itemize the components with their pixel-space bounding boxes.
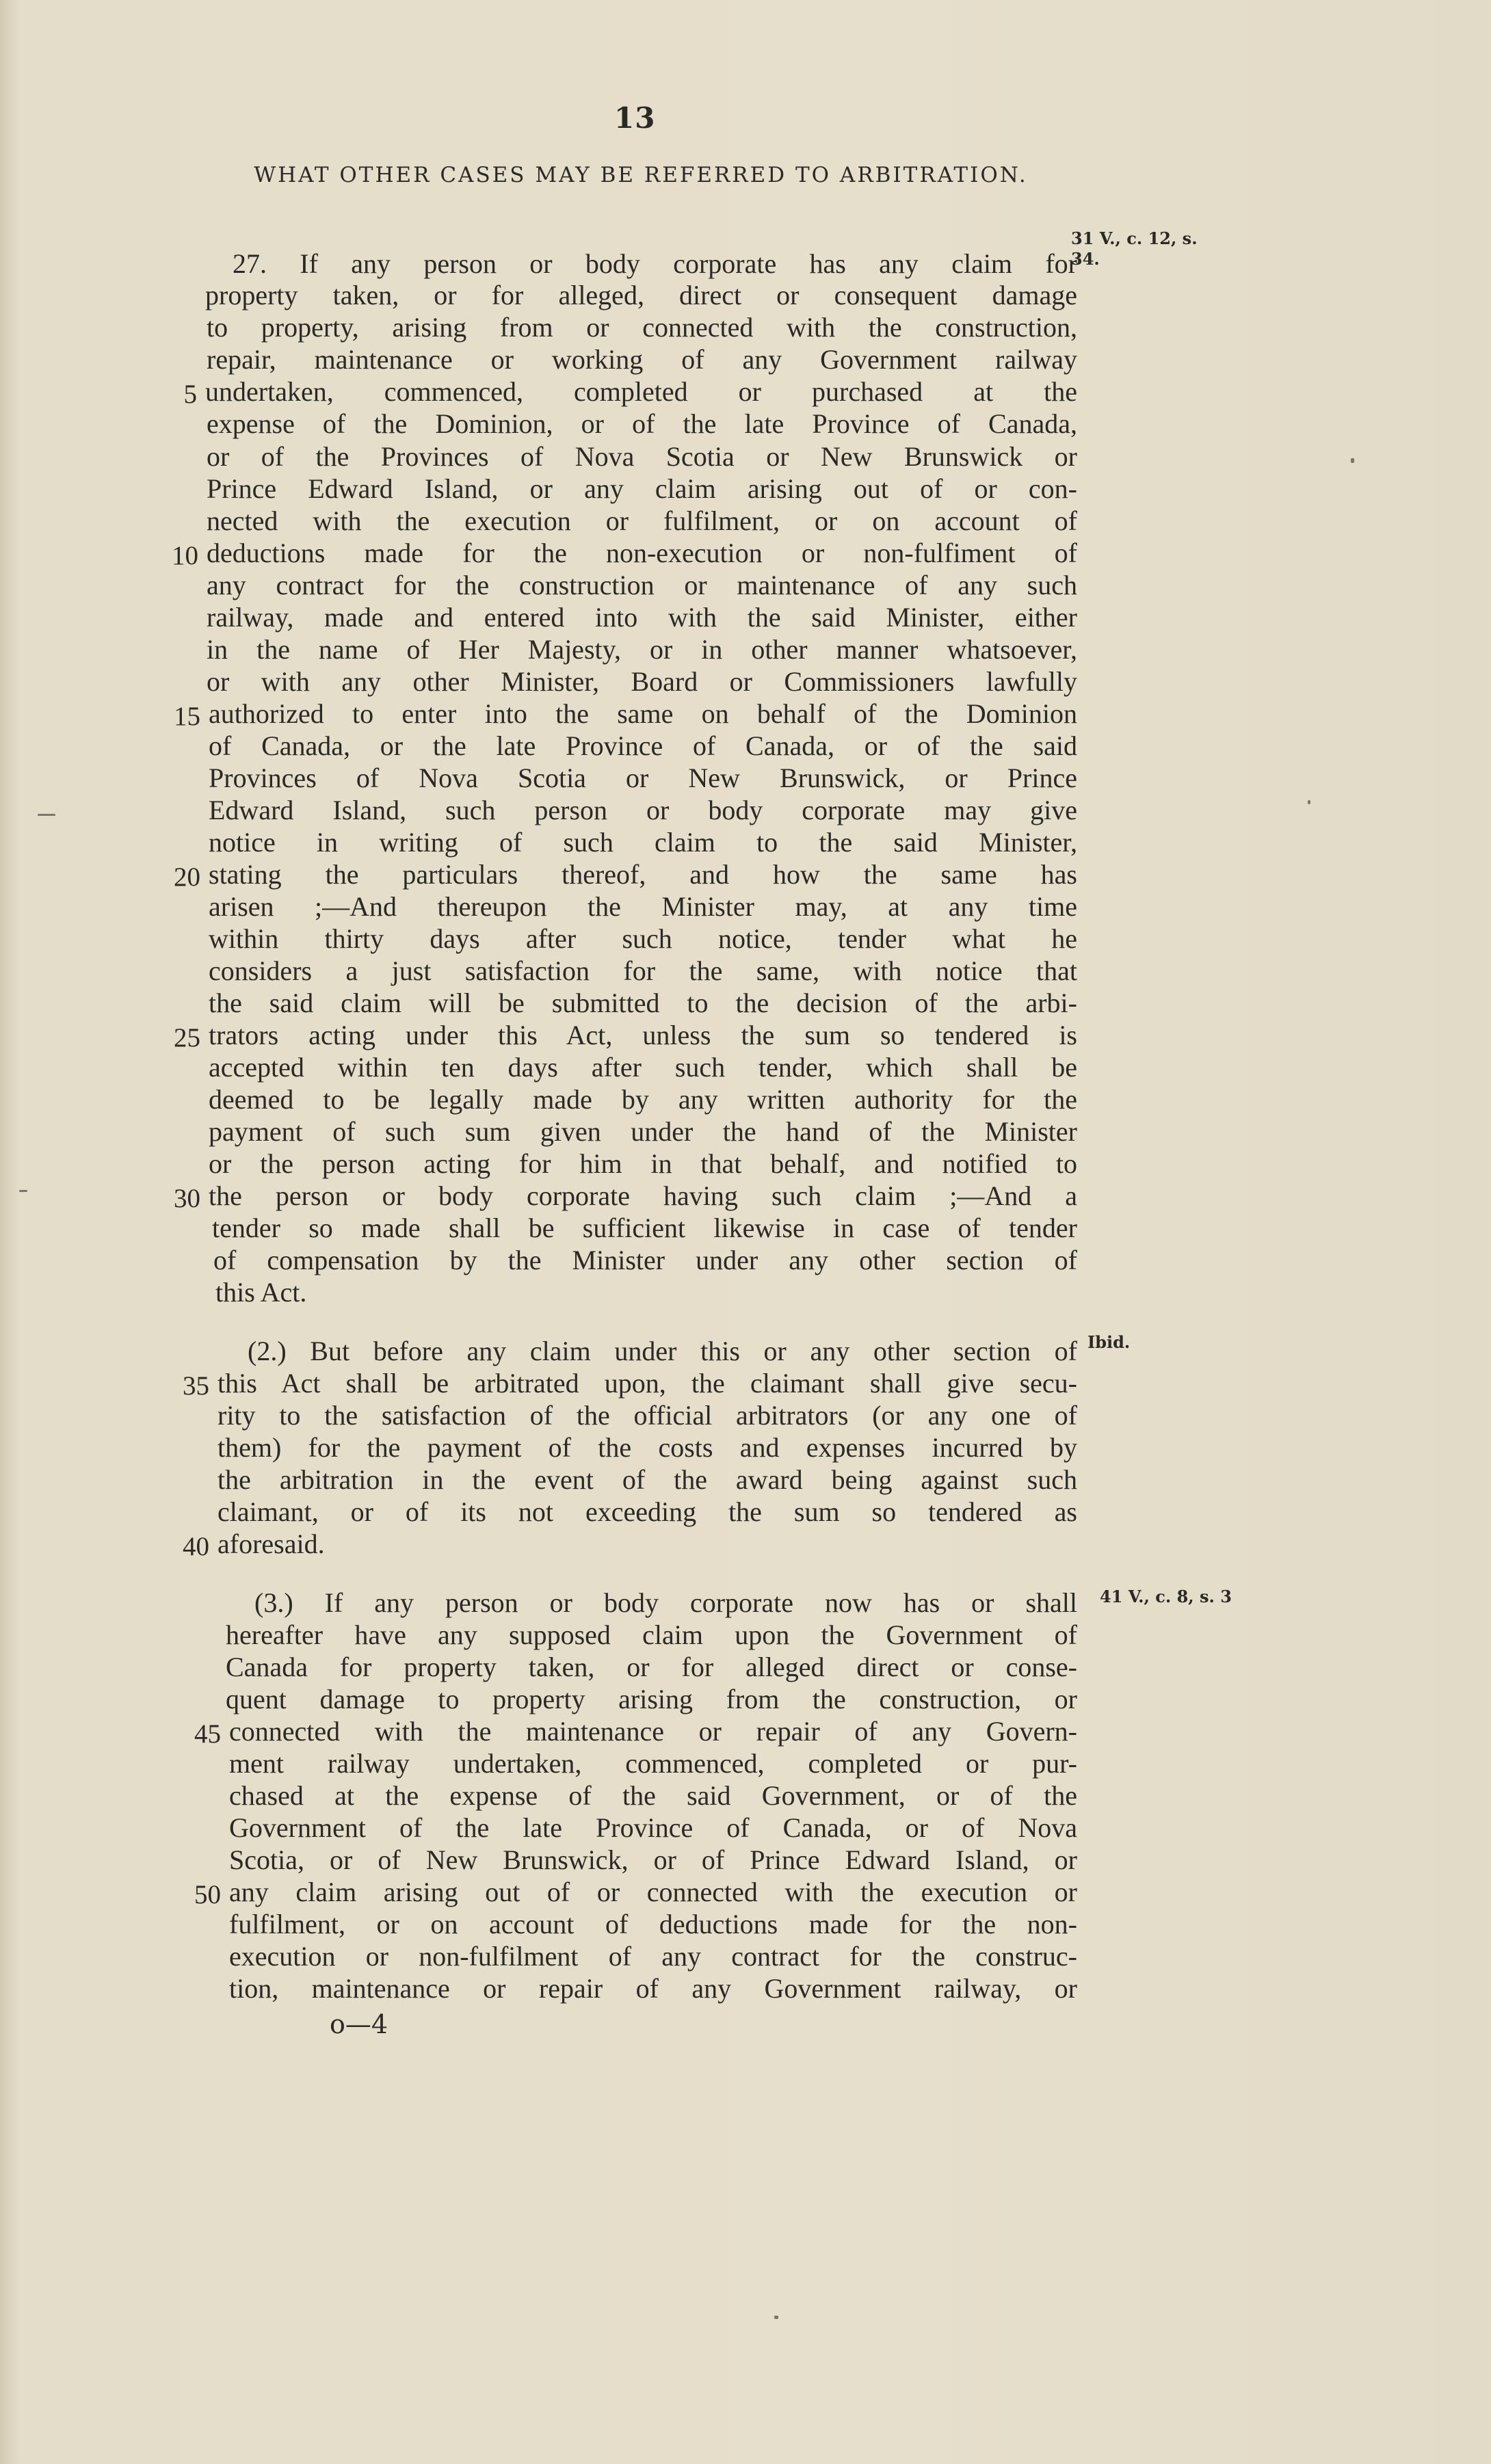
line-text: of Canada, or the late Province of Canada, or of the said bbox=[209, 730, 1077, 761]
line-text: connected with the maintenance or repair of any Govern- bbox=[229, 1716, 1077, 1747]
text-line bbox=[0, 1619, 1163, 1652]
text-line bbox=[0, 1683, 1163, 1716]
line-text: the said claim will be submitted to the decision of the arbi- bbox=[209, 988, 1077, 1018]
text-line bbox=[0, 1528, 1163, 1561]
line-text: of compensation by the Minister under any other section of bbox=[213, 1245, 1077, 1275]
text-line bbox=[0, 1083, 1163, 1116]
text-line bbox=[0, 1367, 1163, 1400]
line-text: Canada for property taken, or for alleged direct or conse- bbox=[226, 1652, 1077, 1682]
text-line bbox=[0, 1844, 1163, 1877]
line-text: chased at the expense of the said Government, or of the bbox=[229, 1780, 1077, 1811]
page-speck bbox=[1308, 800, 1310, 804]
line-text: hereafter have any supposed claim upon the Government of bbox=[226, 1619, 1077, 1650]
line-text: tion, maintenance or repair of any Government railway, or bbox=[229, 1973, 1077, 2004]
line-text: payment of such sum given under the hand of the Minister bbox=[209, 1116, 1077, 1147]
line-text: tender so made shall be sufficient likewise in case of tender bbox=[212, 1213, 1077, 1243]
page-speck bbox=[19, 1190, 27, 1192]
line-text: authorized to enter into the same on behalf of the Dominion bbox=[209, 698, 1077, 729]
text-line bbox=[0, 1496, 1163, 1528]
text-line bbox=[0, 505, 1163, 538]
text-line bbox=[0, 1051, 1163, 1084]
line-text: the arbitration in the event of the award being against such bbox=[217, 1464, 1077, 1495]
text-line bbox=[0, 1812, 1163, 1844]
line-text: (3.) If any person or body corporate now has or shall bbox=[254, 1587, 1077, 1618]
text-line bbox=[0, 1747, 1163, 1780]
line-text: repair, maintenance or working of any Government railway bbox=[207, 344, 1077, 375]
line-text: arisen ;—And thereupon the Minister may, at any time bbox=[209, 891, 1077, 922]
text-line bbox=[0, 1651, 1163, 1684]
line-text: this Act shall be arbitrated upon, the claimant shall give secu- bbox=[217, 1368, 1077, 1399]
line-text: quent damage to property arising from the construction, or bbox=[226, 1684, 1077, 1714]
line-text: rity to the satisfaction of the official arbitrators (or any one of bbox=[217, 1400, 1077, 1431]
text-line bbox=[0, 1587, 1163, 1619]
line-text: to property, arising from or connected with the construction, bbox=[207, 312, 1077, 343]
line-number: 20 bbox=[174, 862, 200, 892]
text-line bbox=[0, 890, 1163, 923]
line-number: 10 bbox=[172, 541, 198, 570]
line-text: any contract for the construction or maintenance of any such bbox=[207, 570, 1077, 600]
text-line bbox=[0, 698, 1163, 730]
text-line bbox=[0, 375, 1163, 408]
text-line bbox=[0, 248, 1163, 280]
line-text: Provinces of Nova Scotia or New Brunswick, or Prince bbox=[209, 763, 1077, 793]
line-text: them) for the payment of the costs and expenses incurred by bbox=[217, 1432, 1077, 1463]
line-text: 27. If any person or body corporate has any claim for bbox=[233, 248, 1077, 279]
text-line bbox=[0, 311, 1163, 344]
line-number: 40 bbox=[183, 1532, 209, 1561]
text-line bbox=[0, 1876, 1163, 1909]
line-text: accepted within ten days after such tender, which shall be bbox=[209, 1052, 1077, 1083]
text-line bbox=[0, 601, 1163, 634]
line-text: property taken, or for alleged, direct or consequent damage bbox=[205, 280, 1077, 310]
line-number: 35 bbox=[183, 1371, 209, 1401]
line-text: notice in writing of such claim to the said Minister, bbox=[209, 827, 1077, 858]
line-text: within thirty days after such notice, tender what he bbox=[209, 923, 1077, 954]
text-line bbox=[0, 1019, 1163, 1052]
text-line bbox=[0, 279, 1163, 312]
page-speck bbox=[1351, 458, 1354, 463]
text-line bbox=[0, 794, 1163, 827]
text-line bbox=[0, 343, 1163, 376]
text-line bbox=[0, 569, 1163, 602]
line-text: any claim arising out of or connected with the execution or bbox=[229, 1877, 1077, 1907]
page-number: 13 bbox=[614, 101, 656, 135]
line-text: the person or body corporate having such claim ;—And a bbox=[209, 1180, 1077, 1211]
section-heading: WHAT OTHER CASES MAY BE REFERRED TO ARBITRATION. bbox=[254, 163, 1028, 187]
text-line bbox=[0, 537, 1163, 570]
line-text: fulfilment, or on account of deductions made for the non- bbox=[229, 1909, 1077, 1939]
line-text: or the person acting for him in that behalf, and notified to bbox=[209, 1148, 1077, 1179]
line-text: deemed to be legally made by any written authority for the bbox=[209, 1084, 1077, 1115]
text-line bbox=[0, 730, 1163, 763]
line-text: in the name of Her Majesty, or in other manner whatsoever, bbox=[207, 634, 1077, 665]
text-line bbox=[0, 1276, 1163, 1309]
line-number: 5 bbox=[183, 380, 197, 409]
text-line bbox=[0, 1335, 1163, 1368]
text-line bbox=[0, 955, 1163, 988]
margin-note-section-27: 31 V., c. 12, s. 34. bbox=[1071, 228, 1198, 269]
text-line bbox=[0, 1908, 1163, 1941]
line-number: 30 bbox=[174, 1184, 200, 1213]
margin-note-subsection-2: Ibid. bbox=[1087, 1332, 1131, 1352]
text-line bbox=[0, 1399, 1163, 1432]
line-text: Government of the late Province of Canada, or of Nova bbox=[229, 1812, 1077, 1843]
line-text: aforesaid. bbox=[217, 1528, 325, 1559]
text-line bbox=[0, 633, 1163, 666]
line-text: Prince Edward Island, or any claim arising out of or con- bbox=[207, 473, 1077, 504]
text-line bbox=[0, 440, 1163, 473]
line-text: railway, made and entered into with the said Minister, either bbox=[207, 602, 1077, 633]
text-line bbox=[0, 665, 1163, 698]
text-line bbox=[0, 987, 1163, 1020]
line-text: this Act. bbox=[215, 1277, 307, 1308]
line-text: stating the particulars thereof, and how the same has bbox=[209, 859, 1077, 890]
line-number: 25 bbox=[174, 1023, 200, 1052]
text-line bbox=[0, 408, 1163, 440]
text-line bbox=[0, 1463, 1163, 1496]
text-line bbox=[0, 923, 1163, 955]
line-text: or of the Provinces of Nova Scotia or New Brunswick or bbox=[207, 441, 1077, 472]
text-line bbox=[0, 473, 1163, 505]
line-text: ment railway undertaken, commenced, completed or pur- bbox=[229, 1748, 1077, 1779]
text-line bbox=[0, 1212, 1163, 1245]
page-speck bbox=[774, 2316, 778, 2319]
line-text: Scotia, or of New Brunswick, or of Prince Edward Island, or bbox=[229, 1844, 1077, 1875]
text-line bbox=[0, 1940, 1163, 1973]
printer-signature-mark: o—4 bbox=[330, 2009, 388, 2039]
text-line bbox=[0, 1779, 1163, 1812]
text-line bbox=[0, 1972, 1163, 2005]
line-text: deductions made for the non-execution or non-fulfiment of bbox=[207, 538, 1077, 568]
text-line bbox=[0, 1180, 1163, 1213]
line-text: or with any other Minister, Board or Commissioners lawfully bbox=[207, 666, 1077, 697]
line-text: execution or non-fulfilment of any contract for the construc- bbox=[229, 1941, 1077, 1972]
line-text: (2.) But before any claim under this or any other section of bbox=[248, 1336, 1077, 1366]
text-line bbox=[0, 762, 1163, 795]
text-line bbox=[0, 858, 1163, 891]
text-line bbox=[0, 1115, 1163, 1148]
text-line bbox=[0, 1431, 1163, 1464]
line-text: considers a just satisfaction for the same, with notice that bbox=[209, 955, 1077, 986]
line-text: claimant, or of its not exceeding the sum so tendered as bbox=[217, 1496, 1077, 1527]
text-line bbox=[0, 826, 1163, 859]
line-text: trators acting under this Act, unless the sum so tendered is bbox=[209, 1020, 1077, 1050]
text-line bbox=[0, 1244, 1163, 1277]
line-text: Edward Island, such person or body corporate may give bbox=[209, 795, 1077, 825]
margin-note-subsection-3: 41 V., c. 8, s. 3 bbox=[1100, 1587, 1232, 1606]
page-speck bbox=[38, 814, 55, 816]
line-number: 50 bbox=[194, 1880, 221, 1909]
line-number: 15 bbox=[174, 702, 200, 731]
line-number: 45 bbox=[194, 1719, 221, 1749]
line-text: undertaken, commenced, completed or purchased at the bbox=[205, 376, 1077, 407]
text-line bbox=[0, 1148, 1163, 1180]
text-line bbox=[0, 1715, 1163, 1748]
line-text: expense of the Dominion, or of the late Province of Canada, bbox=[207, 408, 1077, 439]
line-text: nected with the execution or fulfilment, or on account of bbox=[207, 505, 1077, 536]
